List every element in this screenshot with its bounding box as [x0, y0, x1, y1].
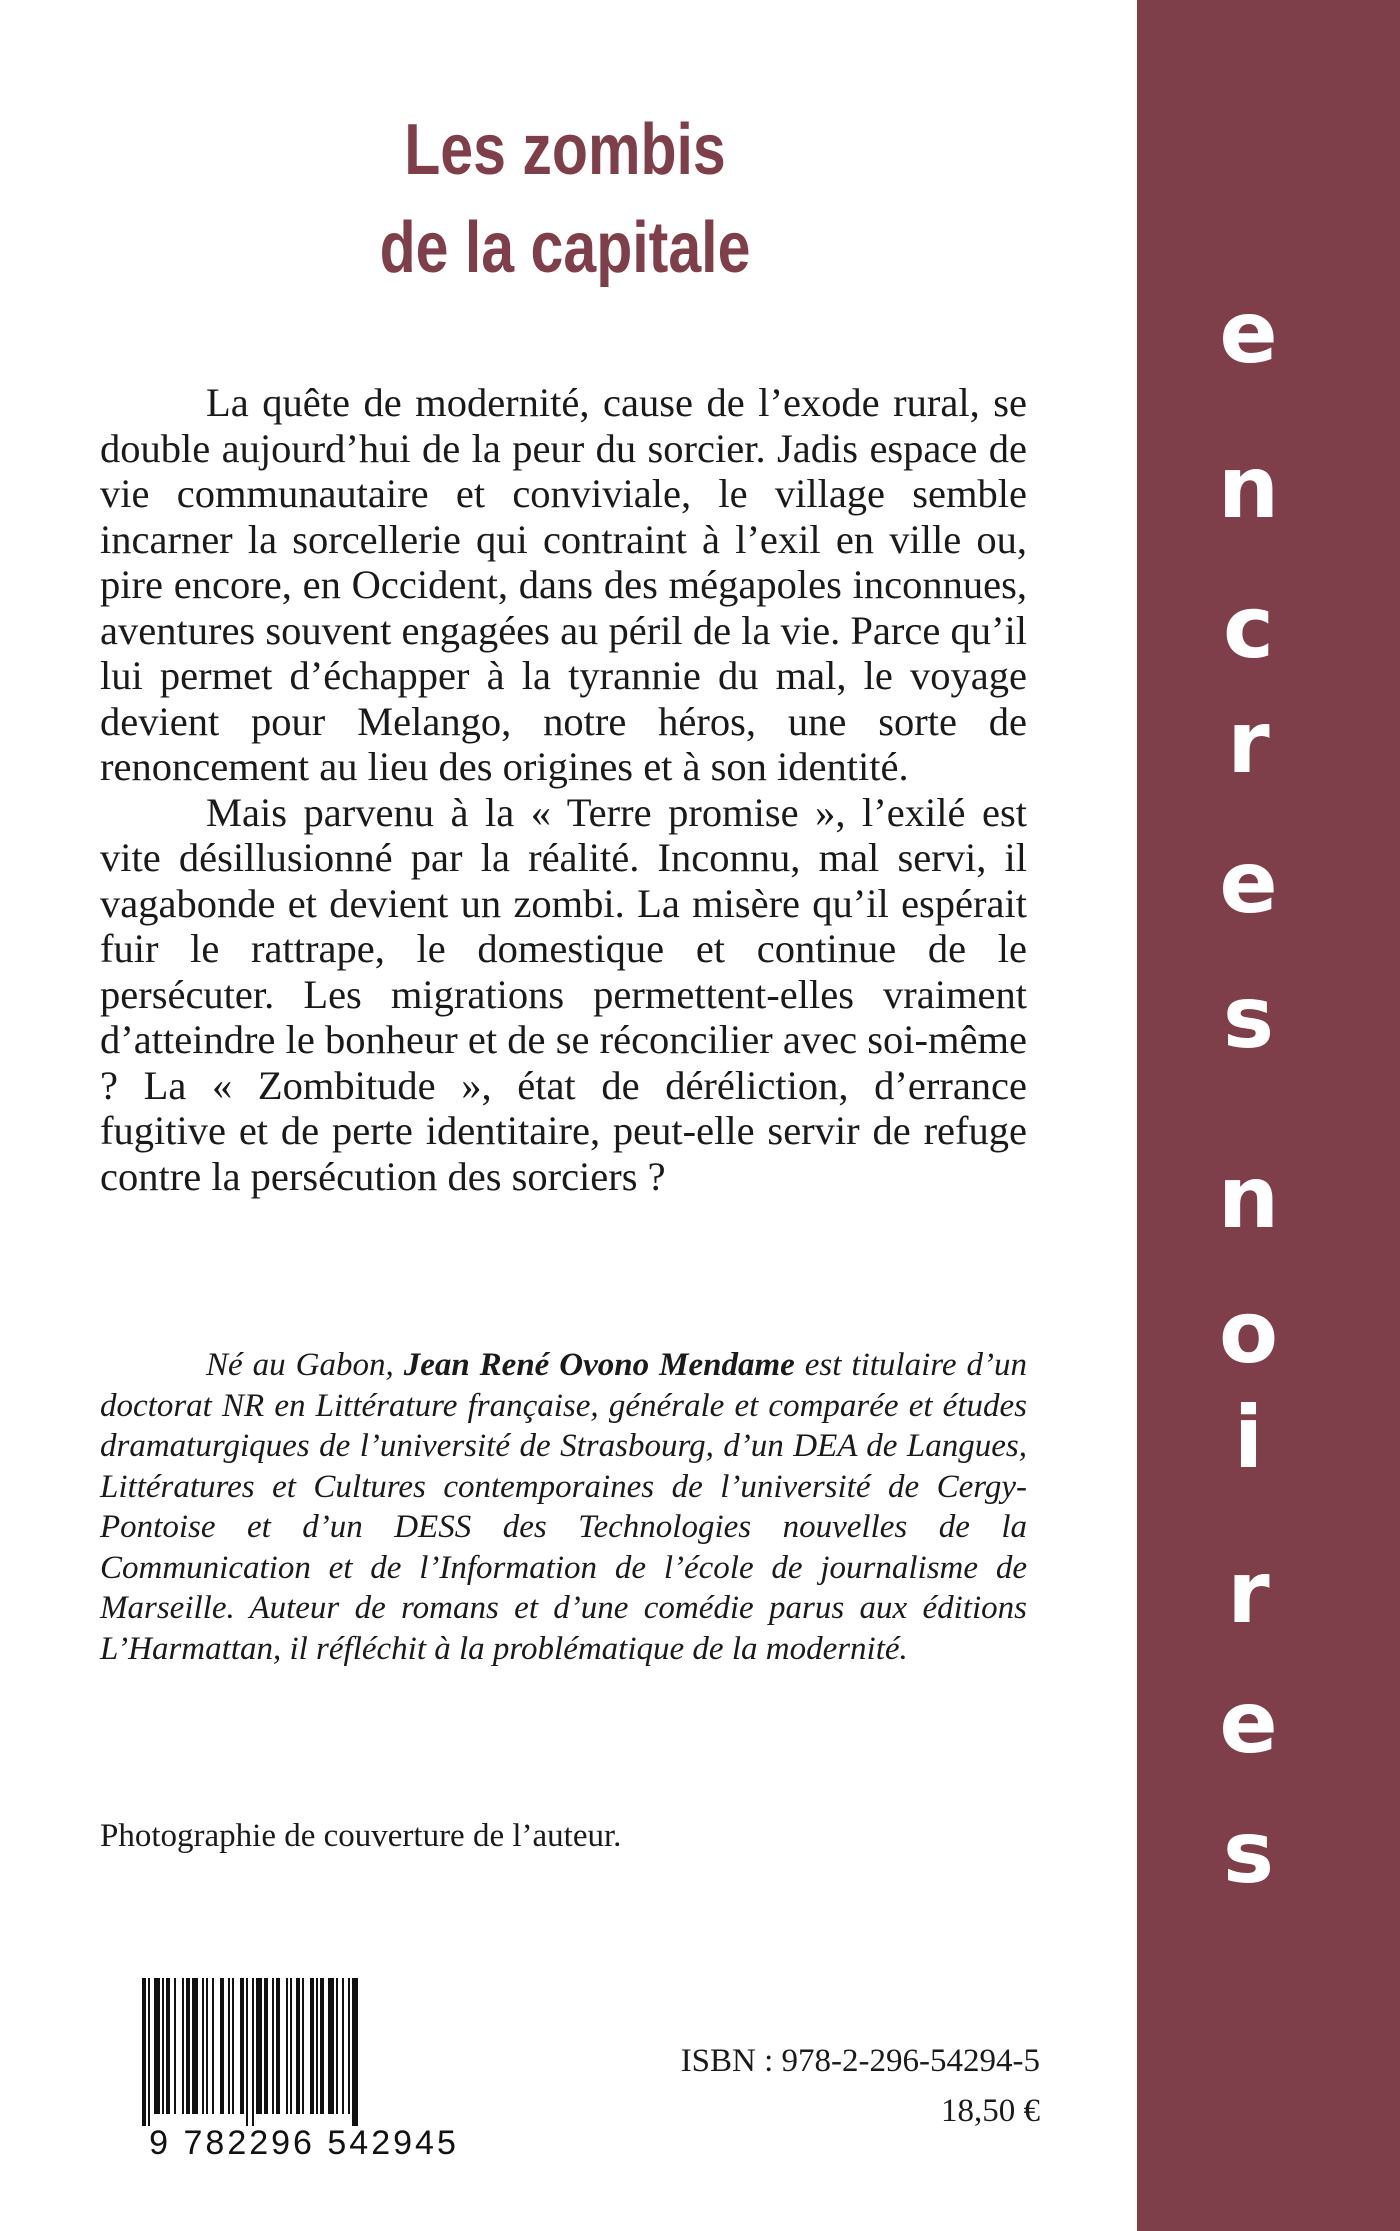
blurb-paragraph-1: La quête de modernité, cause de l’exode rural, se double aujourd’hui de la peur du sorcier. Jadis espace de vie communautaire et conviviale, le village semble incarner la sorcellerie qui contraint à l’exil en ville ou, pire encore, en Occident, dans des mégapoles inconnues, aventures souvent engagées au péril de la vie. Parce qu’il lui permet d’échapper à la tyrannie du mal, le voyage devient pour Melango, notre héros, une sorte de renoncement au lieu des origines et à son identité. [100, 380, 1027, 789]
price: 18,50 € [941, 2093, 1040, 2129]
author-name: Jean René Ovono Mendame [403, 1347, 795, 1383]
barcode-bar [166, 1978, 170, 2114]
book-title-line-1: Les zombis [404, 110, 726, 190]
barcode-bar [142, 1978, 146, 2126]
barcode-bar [162, 1978, 164, 2114]
barcode-bar [336, 1978, 338, 2114]
photo-credit: Photographie de couverture de l’auteur. [100, 1818, 622, 1854]
barcode-bar [212, 1978, 214, 2114]
barcode-bar [296, 1978, 300, 2114]
series-letter-10: r [1227, 1543, 1270, 1643]
series-letter-9: i [1233, 1388, 1264, 1488]
blurb [100, 380, 1027, 1199]
barcode-bar [302, 1978, 304, 2114]
author-bio [100, 1345, 1027, 1669]
barcode-bar [272, 1978, 274, 2114]
barcode-bar [342, 1978, 344, 2114]
blurb-paragraph-2: Mais parvenu à la « Terre promise », l’exilé est vite désillusionné par la réalité. Inconnu, mal servi, il vagabonde et devient un zombi. La misère qu’il espérait fuir le rattrape, le domestique et continue de le persécuter. Les migrations permettent-elles vraiment d’atteindre le bonheur et de se réconcilier avec soi-même ? La « Zombitude », état de déréliction, d’errance fugitive et de perte identitaire, peut-elle servir de refuge contre la persécution des sorciers ? [100, 789, 1027, 1199]
barcode-bar [348, 1978, 350, 2114]
barcode-bar [316, 1978, 318, 2114]
barcode-bar [352, 1978, 358, 2126]
barcode-bar [192, 1978, 198, 2114]
series-letter-11: e [1219, 1673, 1278, 1773]
series-letter-8: o [1218, 1283, 1279, 1383]
barcode-bar [228, 1978, 230, 2114]
series-letter-6: s [1222, 968, 1275, 1068]
isbn-barcode [134, 1972, 474, 2162]
series-letter-3: c [1223, 578, 1274, 678]
barcode-bar [232, 1978, 234, 2114]
barcode-bar [182, 1978, 184, 2114]
series-letter-12: s [1222, 1803, 1275, 1903]
barcode-bar [202, 1978, 204, 2114]
series-letter-2: n [1217, 438, 1280, 538]
barcode-bar [290, 1978, 292, 2114]
barcode-bar [328, 1978, 334, 2114]
barcode-bar [240, 1978, 244, 2114]
barcode-digits: 9 782296 542945 [149, 2124, 459, 2162]
bio-text: est titulaire d’un doctorat NR en Littérature française, générale et comparée et études dramaturgiques de l’université de Strasbourg, d’un DEA de Langues, Littératures et Cultures contemporaines de l’université de Cergy-Pontoise et d’un DESS des Technologies nouvelles de la Communication et de l’Information de l’école de journalisme de Marseille. Auteur de romans et d’une comédie parus aux éditions L’Harmattan, il réfléchit à la problématique de la modernité. [100, 1347, 1027, 1667]
barcode-bar [276, 1978, 280, 2114]
barcode-bar [206, 1978, 208, 2114]
series-letter-5: e [1219, 833, 1278, 933]
book-title-line-2: de la capitale [379, 208, 751, 288]
barcode-bar [154, 1978, 160, 2114]
barcode-bar [264, 1978, 268, 2114]
isbn-number: ISBN : 978-2-296-54294-5 [680, 2043, 1040, 2079]
series-letter-4: r [1227, 693, 1270, 793]
barcode-bar [310, 1978, 314, 2114]
series-letter-7: n [1217, 1148, 1280, 1248]
barcode-bar [148, 1978, 150, 2126]
bio-intro: Né au Gabon, [206, 1347, 404, 1383]
barcode-bar [174, 1978, 176, 2114]
barcode-bar [256, 1978, 262, 2114]
barcode-bar [246, 1978, 248, 2126]
barcode-bar [186, 1978, 190, 2114]
barcode-bar [220, 1978, 224, 2114]
series-letter-1: e [1219, 283, 1278, 383]
barcode-bar [286, 1978, 288, 2114]
series-band [1137, 0, 1400, 2231]
barcode-bar [252, 1978, 254, 2126]
barcode-bar [320, 1978, 324, 2114]
